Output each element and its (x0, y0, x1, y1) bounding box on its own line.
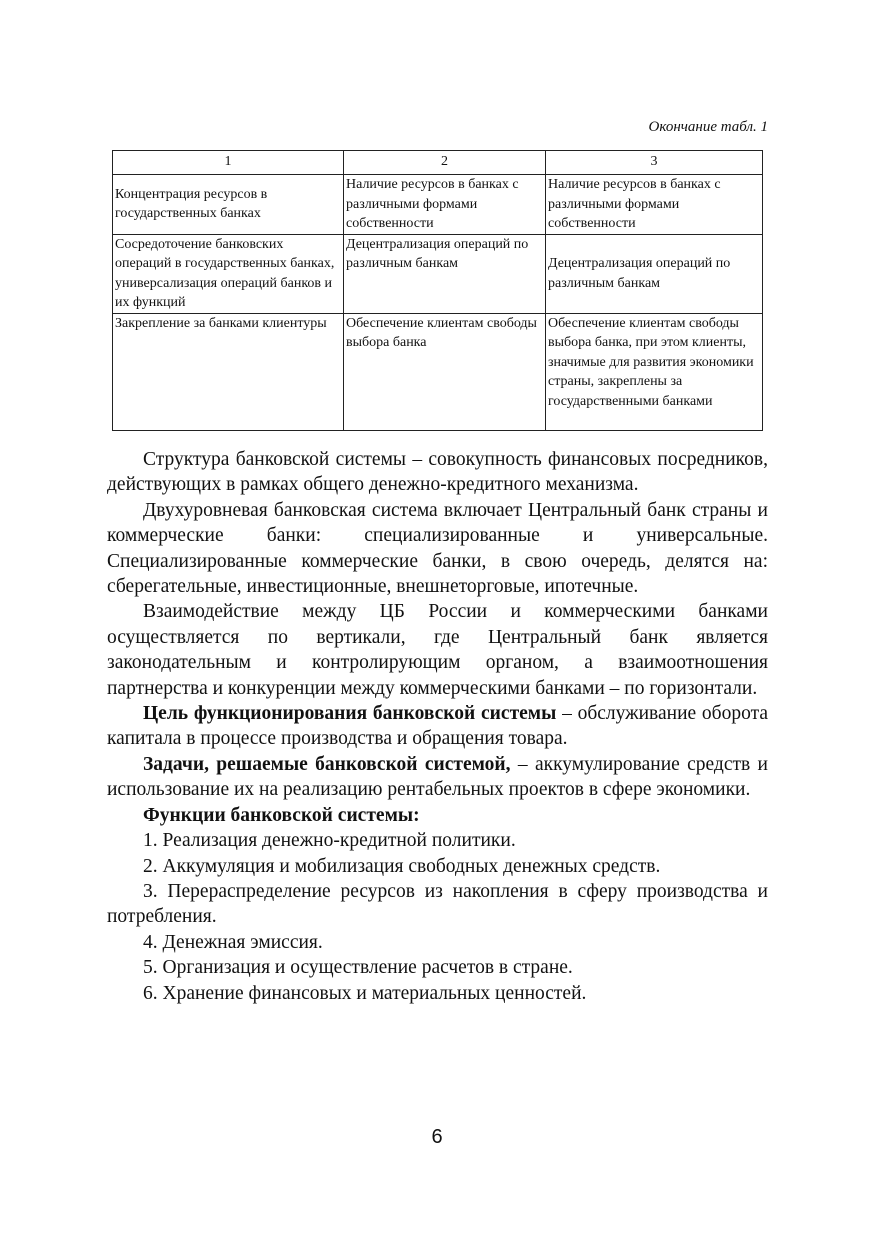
paragraph-goal-definition: – обслуживание оборота капитала в процессе производства и обращения товара. (107, 703, 769, 750)
list-item: 6. Хранение финансовых и материальных ценностей. (143, 982, 587, 1004)
paragraph-tasks (107, 752, 768, 803)
paragraph-two-tier: Двухуровневая банковская система включает Центральный банк страны и коммерческие банки: специализированные и универсальные. Специализированные коммерческие банки, в свою очередь, делятся на: сберегательные, инвестиционные, внешнеторговые, ипотечные. (107, 499, 768, 598)
list-item: 2. Аккумуляция и мобилизация свободных денежных средств. (143, 855, 661, 877)
table-cell: Концентрация ресурсов в государственных банках (113, 175, 344, 235)
table-cell: Закрепление за банками клиентуры (113, 313, 344, 430)
table-cell: Наличие ресурсов в банках с различными формами собственности (546, 175, 763, 235)
paragraph-interaction: Взаимодействие между ЦБ России и коммерческими банками осуществляется по вертикали, где Центральный банк является законодательным и контролирующим органом, а взаимоотношения партнерства и конкуренции между коммерческими банками – по горизонтали. (107, 601, 768, 699)
table-row (113, 313, 763, 430)
functions-heading: Функции банковской системы: (143, 804, 420, 826)
list-item: 5. Организация и осуществление расчетов в стране. (143, 957, 573, 979)
table-cell: Сосредоточение банковских операций в государственных банках, универсализация операций банков и их функций (113, 234, 344, 313)
paragraph-tasks-definition: – аккумулирование средств и использование их на реализацию рентабельных проектов в сфере экономики. (107, 753, 768, 801)
list-item: 1. Реализация денежно-кредитной политики. (143, 830, 516, 852)
table-cell: Децентрализация операций по различным банкам (546, 234, 763, 313)
table-cell: Обеспечение клиентам свободы выбора банка, при этом клиенты, значимые для развития экономики страны, закреплены за государственными банками (546, 313, 763, 430)
table-caption: Окончание табл. 1 (648, 119, 768, 135)
table-row (113, 175, 763, 235)
table-header-cell: 3 (546, 151, 763, 175)
banking-comparison-table (112, 150, 763, 431)
table-cell: Децентрализация операций по различным банкам (344, 234, 546, 313)
list-item: 4. Денежная эмиссия. (143, 931, 323, 953)
table-header-row (113, 151, 763, 175)
table-header-cell: 1 (113, 151, 344, 175)
table-cell: Наличие ресурсов в банках с различными формами собственности (344, 175, 546, 235)
paragraph-goal-term: Цель функционирования банковской системы (143, 703, 557, 725)
table-row (113, 234, 763, 313)
body-text (107, 447, 768, 1006)
list-item: 3. Перераспределение ресурсов из накопления в сферу производства и потребления. (107, 880, 768, 928)
paragraph-goal (107, 701, 768, 752)
paragraph-structure: Структура банковской системы – совокупность финансовых посредников, действующих в рамках общего денежно-кредитного механизма. (107, 449, 768, 496)
page-number: 6 (431, 1126, 443, 1148)
paragraph-tasks-term: Задачи, решаемые банковской системой, (143, 753, 511, 775)
table-cell: Обеспечение клиентам свободы выбора банка (344, 313, 546, 430)
table-header-cell: 2 (344, 151, 546, 175)
